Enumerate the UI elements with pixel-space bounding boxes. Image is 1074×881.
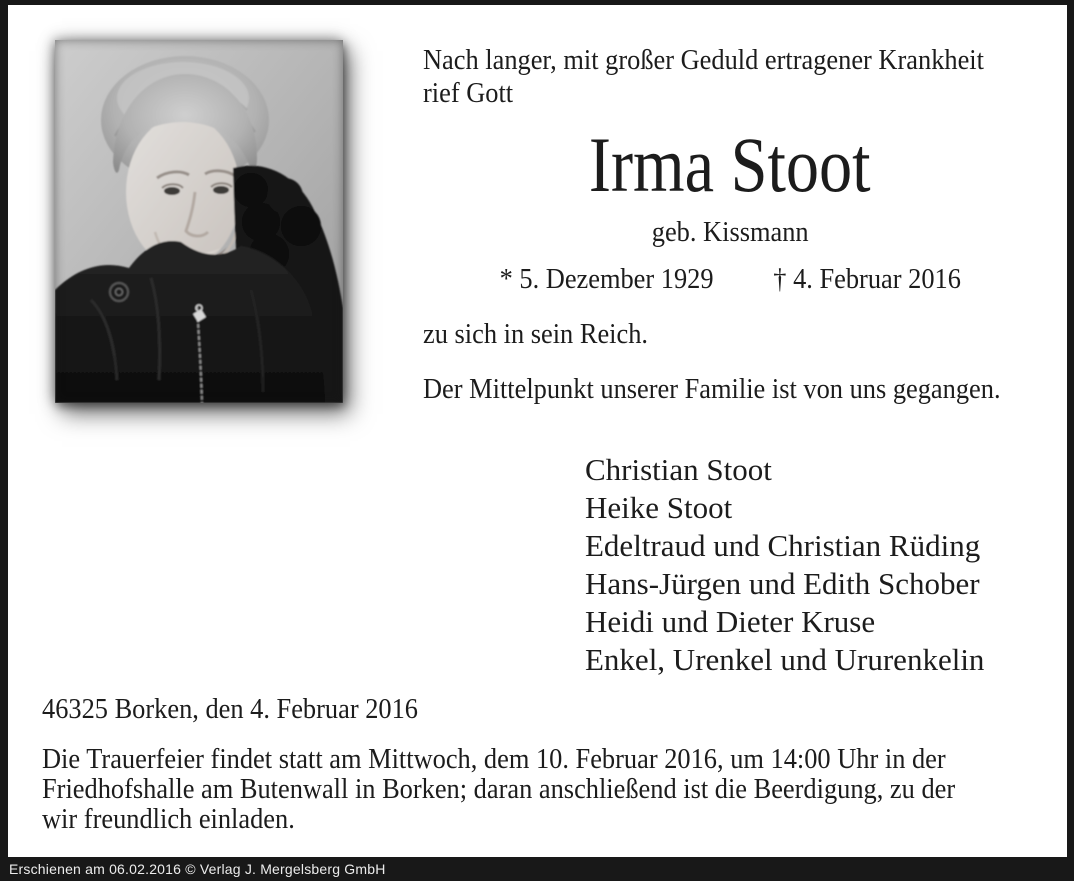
funeral-details-line: Friedhofshalle am Butenwall in Borken; daran anschließend ist die Beerdigung, zu der [42, 773, 956, 805]
opening-line-1: Nach langer, mit großer Geduld ertragener Krankheit [423, 44, 984, 76]
funeral-details-line: Die Trauerfeier findet statt am Mittwoch, dem 10. Februar 2016, um 14:00 Uhr in der [42, 743, 946, 775]
mourner-name: Enkel, Urenkel und Ururenkelin [585, 642, 985, 677]
life-dates [423, 262, 1037, 296]
deceased-name [423, 121, 1037, 208]
maiden-name [423, 215, 1037, 249]
mourners-list [585, 451, 984, 679]
place-and-date: 46325 Borken, den 4. Februar 2016 [42, 693, 419, 725]
funeral-details [42, 744, 955, 834]
mourner-name: Heike Stoot [585, 490, 733, 525]
opening-line-2: rief Gott [423, 77, 514, 109]
mourner-name: Heidi und Dieter Kruse [585, 604, 876, 639]
maiden-name-text: geb. Kissmann [651, 216, 809, 248]
mourner-name: Hans-Jürgen und Edith Schober [585, 566, 980, 601]
portrait-photo [55, 40, 343, 403]
family-tribute-line: Der Mittelpunkt unserer Familie ist von uns gegangen. [423, 373, 1001, 405]
closing-line: zu sich in sein Reich. [423, 318, 649, 350]
funeral-details-line: wir freundlich einladen. [42, 803, 295, 835]
opening-line [423, 44, 984, 110]
mourner-name: Edeltraud und Christian Rüding [585, 528, 981, 563]
death-date: † 4. Februar 2016 [773, 263, 962, 295]
deceased-name-text: Irma Stoot [589, 121, 871, 208]
portrait-photo-illustration [55, 40, 343, 403]
mourner-name: Christian Stoot [585, 452, 772, 487]
birth-date: * 5. Dezember 1929 [499, 263, 714, 295]
publisher-imprint: Erschienen am 06.02.2016 © Verlag J. Mergelsberg GmbH [9, 861, 386, 877]
